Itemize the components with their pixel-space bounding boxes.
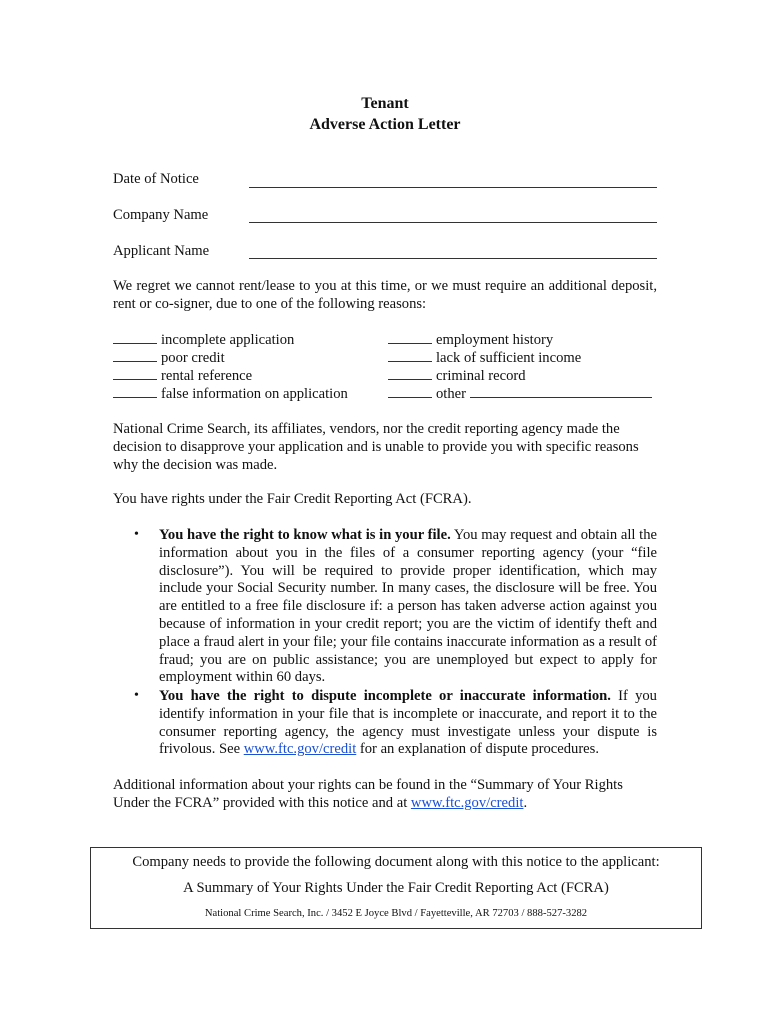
checkbox-blank[interactable] xyxy=(388,349,432,362)
company-name-label: Company Name xyxy=(113,207,209,223)
checkbox-blank[interactable] xyxy=(388,367,432,380)
ftc-credit-link[interactable]: www.ftc.gov/credit xyxy=(243,741,357,758)
applicant-name-line[interactable] xyxy=(249,258,657,259)
date-of-notice-line[interactable] xyxy=(249,187,657,188)
box-instruction: Company needs to provide the following document along with this notice to the applicant: xyxy=(132,854,660,870)
box-company-address: National Crime Search, Inc. / 3452 E Joyce Blvd / Fayetteville, AR 72703 / 888-527-3282 xyxy=(204,908,588,919)
date-of-notice-label: Date of Notice xyxy=(113,171,199,187)
checkbox-blank[interactable] xyxy=(113,385,157,398)
bullet-right-to-dispute: You have the right to dispute incomplete or inaccurate information. If you identify information in your file that is incomplete or inaccurate, and report it to the consumer reporting agency, the agency must investigate unless your dispute is frivolous. See www.ftc.gov/credit for an explanation of dispute procedures. xyxy=(159,688,657,758)
intro-paragraph: We regret we cannot rent/lease to you at this time, or we must require an additional deposit, rent or co-signer, due to one of the following reasons: xyxy=(113,278,657,312)
bullet-icon: • xyxy=(134,527,139,542)
other-reason-line[interactable] xyxy=(470,385,652,398)
ftc-credit-link-2[interactable]: www.ftc.gov/credit xyxy=(410,794,524,811)
reason-poor-credit: poor credit xyxy=(113,349,225,367)
box-summary-title: A Summary of Your Rights Under the Fair Credit Reporting Act (FCRA) xyxy=(183,880,609,896)
checkbox-blank[interactable] xyxy=(113,367,157,380)
reason-employment-history: employment history xyxy=(388,331,553,349)
checkbox-blank[interactable] xyxy=(113,331,157,344)
reason-incomplete-application: incomplete application xyxy=(113,331,294,349)
additional-info-paragraph: Additional information about your rights can be found in the “Summary of Your Rights Under the FCRA” provided with this notice and at www.ftc.gov/credit. xyxy=(113,777,623,811)
reason-rental-reference: rental reference xyxy=(113,367,252,385)
title-tenant: Tenant xyxy=(361,95,409,112)
disclaimer-paragraph: National Crime Search, its affiliates, vendors, nor the credit reporting agency made the decision to disapprove your application and is unable to provide you with specific reasons why the decision was made. xyxy=(113,421,639,473)
applicant-name-label: Applicant Name xyxy=(113,243,210,259)
title-adverse-action-letter: Adverse Action Letter xyxy=(309,116,461,133)
checkbox-blank[interactable] xyxy=(388,331,432,344)
reason-lack-of-income: lack of sufficient income xyxy=(388,349,581,367)
bullet-right-to-know: You have the right to know what is in your file. You may request and obtain all the information about you in the files of a consumer reporting agency (your “file disclosure”). You will be required to provide proper identification, which may include your Social Security number. In many cases, the disclosure will be free. You are entitled to a free file disclosure if: a person has taken adverse action against you because of information in your credit report; you are the victim of identify theft and place a fraud alert in your file; your file contains inaccurate information as a result of fraud; you are on public assistance; you are unemployed but expect to apply for employment within 60 days. xyxy=(159,527,657,686)
reason-false-information: false information on application xyxy=(113,385,348,403)
bullet-icon: • xyxy=(134,688,139,703)
rights-intro: You have rights under the Fair Credit Reporting Act (FCRA). xyxy=(113,491,472,507)
checkbox-blank[interactable] xyxy=(388,385,432,398)
reason-criminal-record: criminal record xyxy=(388,367,526,385)
checkbox-blank[interactable] xyxy=(113,349,157,362)
company-name-line[interactable] xyxy=(249,222,657,223)
reason-other: other xyxy=(388,385,652,403)
notice-box xyxy=(90,847,702,929)
